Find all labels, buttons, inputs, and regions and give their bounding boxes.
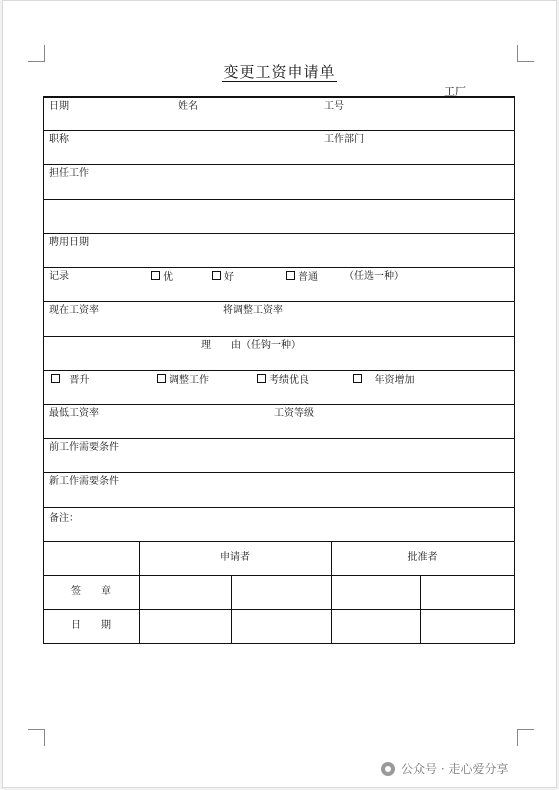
employee-no-label: 工号: [324, 101, 344, 112]
reason-title: 理 由（任钩一种）: [201, 340, 301, 351]
applicant-header: 申请者: [220, 552, 250, 563]
name-label: 姓名: [178, 101, 198, 112]
row-divider: [43, 199, 515, 200]
job-title-label: 职称: [49, 134, 69, 145]
record-note: （任选一种）: [344, 271, 404, 282]
checkbox-icon[interactable]: [157, 374, 166, 383]
checkbox-icon[interactable]: [257, 374, 266, 383]
remarks-label: 备注：: [49, 513, 79, 524]
sign-col-divider: [231, 575, 232, 643]
new-requirements-label: 新工作需要条件: [49, 476, 119, 487]
checkbox-icon[interactable]: [51, 374, 60, 383]
row-divider: [43, 233, 515, 234]
row-divider: [43, 336, 515, 337]
record-option-good[interactable]: 好: [212, 271, 234, 284]
checkbox-icon[interactable]: [151, 271, 160, 280]
factory-label: 工厂: [444, 85, 466, 98]
crop-mark-top-left: [28, 45, 45, 62]
min-wage-label: 最低工资率: [49, 408, 99, 419]
record-label: 记录: [49, 271, 69, 282]
watermark: [381, 760, 508, 777]
current-wage-label: 现在工资率: [49, 305, 99, 316]
row-divider: [43, 507, 515, 508]
crop-mark-bottom-right: [517, 729, 534, 746]
form-border-right: [514, 96, 515, 643]
form-border-bottom: [43, 643, 515, 644]
row-divider: [43, 267, 515, 268]
row-divider: [43, 609, 515, 610]
seal-label: 签 章: [71, 586, 111, 597]
row-divider: [43, 472, 515, 473]
row-divider: [43, 301, 515, 302]
crop-mark-top-right: [517, 45, 534, 62]
reason-option-promotion[interactable]: 晋升: [51, 374, 89, 387]
department-label: 工作部门: [324, 134, 364, 145]
row-divider: [43, 575, 515, 576]
row-divider: [43, 164, 515, 165]
approver-header: 批准者: [407, 552, 438, 563]
adjusted-wage-label: 将调整工资率: [223, 305, 283, 316]
row-divider: [43, 130, 515, 131]
form-title: 变更工资申请单: [223, 63, 336, 81]
checkbox-icon[interactable]: [286, 271, 295, 280]
hire-date-label: 聘用日期: [49, 237, 89, 248]
row-divider: [43, 438, 515, 439]
wechat-icon: [381, 762, 395, 776]
reason-option-seniority[interactable]: 年资增加: [353, 374, 415, 387]
form-border-left: [43, 96, 44, 643]
row-divider: [43, 404, 515, 405]
duty-label: 担任工作: [49, 168, 89, 179]
sign-date-label: 日 期: [71, 620, 111, 631]
checkbox-icon[interactable]: [353, 374, 362, 383]
record-option-normal[interactable]: 普通: [286, 271, 318, 284]
sign-col-divider: [420, 575, 421, 643]
row-divider: [43, 370, 515, 371]
watermark-text: 公众号 · 走心爱分享: [401, 762, 509, 776]
reason-option-performance[interactable]: 考绩优良: [257, 374, 309, 387]
form-border-top: [43, 96, 515, 98]
checkbox-icon[interactable]: [212, 271, 221, 280]
date-label: 日期: [49, 101, 69, 112]
prev-requirements-label: 前工作需要条件: [49, 442, 119, 453]
reason-option-transfer[interactable]: 调整工作: [157, 374, 209, 387]
crop-mark-bottom-left: [28, 729, 45, 746]
record-option-excellent[interactable]: 优: [151, 271, 173, 284]
row-divider: [43, 541, 515, 542]
wage-grade-label: 工资等级: [274, 408, 314, 419]
wage-change-form: [43, 96, 515, 643]
